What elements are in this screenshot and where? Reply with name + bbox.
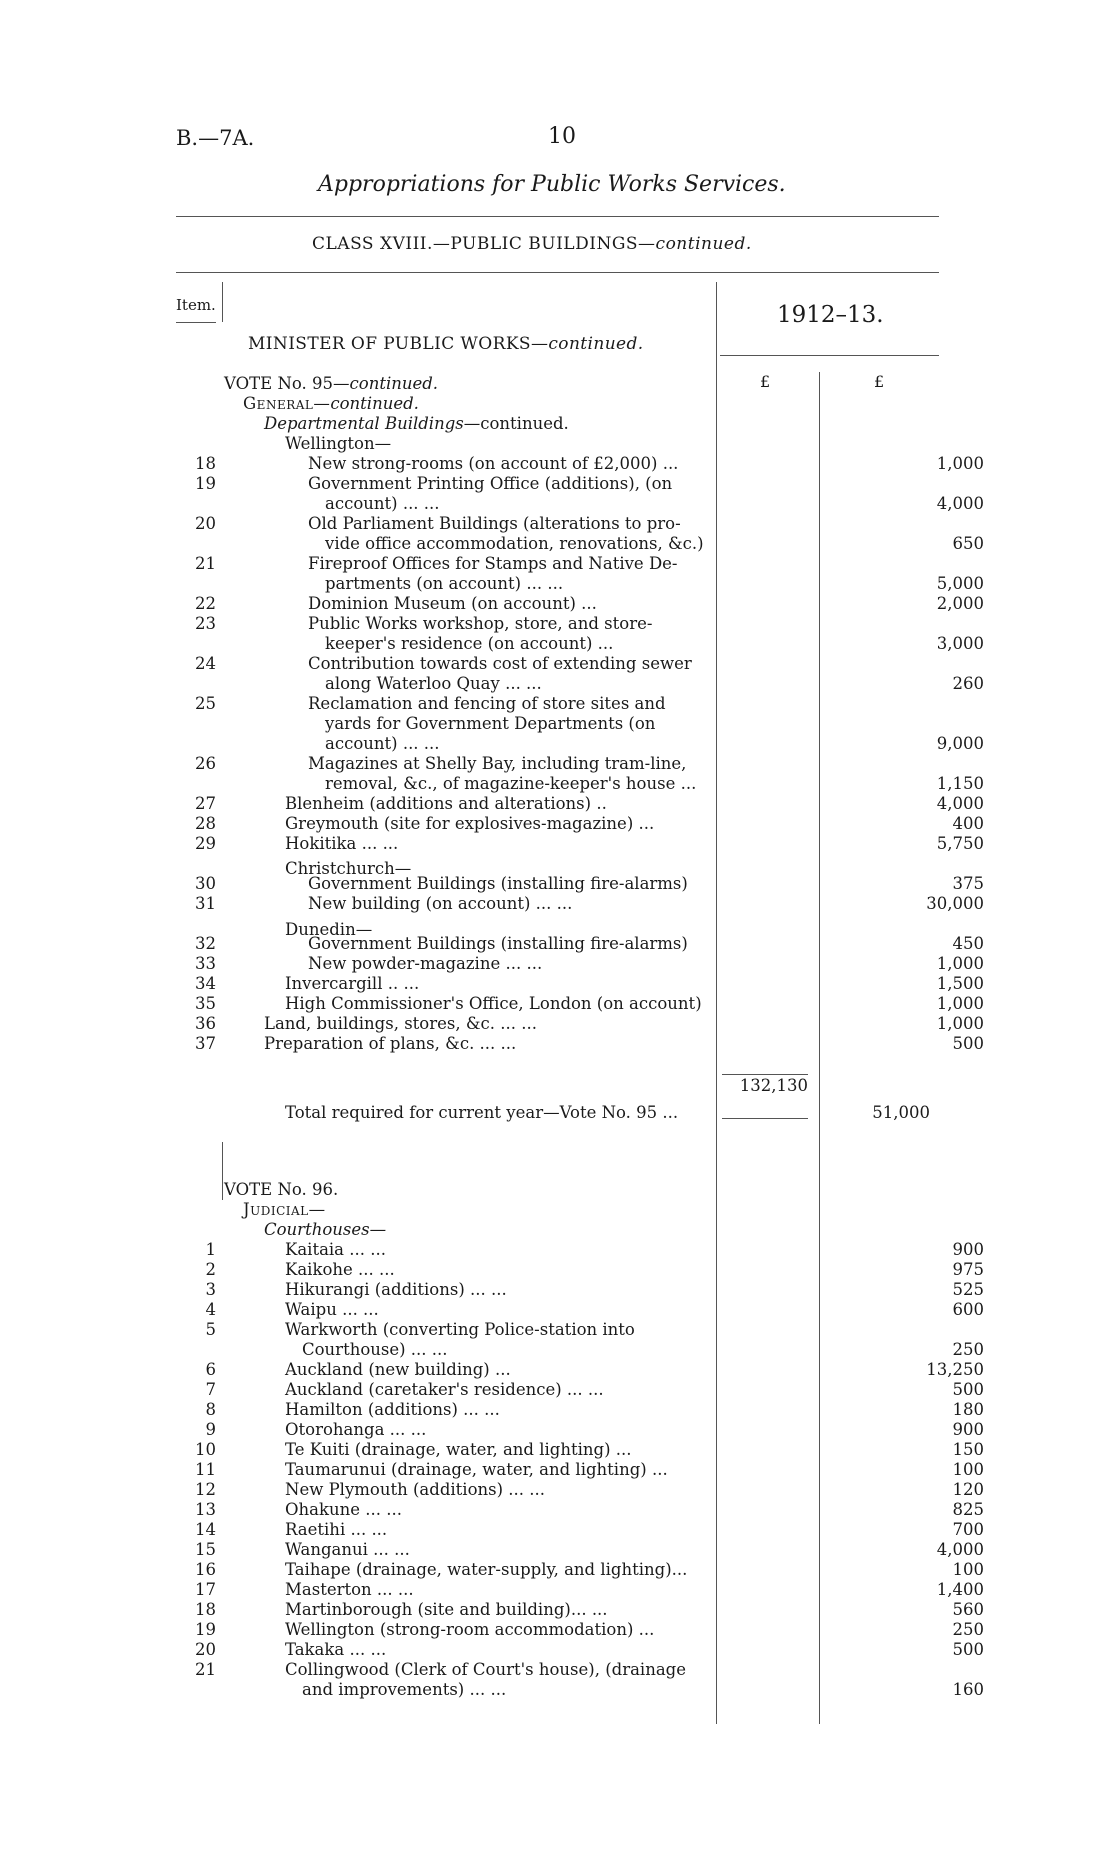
christchurch-heading: Christchurch— bbox=[285, 859, 412, 878]
class-rule bbox=[176, 272, 939, 273]
item-description: New Plymouth (additions) ... ... bbox=[285, 1480, 545, 1499]
item-description: Wanganui ... ... bbox=[285, 1540, 410, 1559]
item-number: 17 bbox=[195, 1580, 216, 1599]
item-amount: 1,000 bbox=[936, 1014, 984, 1033]
item-column-label: Item. bbox=[176, 296, 216, 314]
courthouses-heading-text: Courthouses— bbox=[264, 1220, 387, 1239]
item-description: Blenheim (additions and alterations) .. bbox=[285, 794, 607, 813]
item-amount: 1,000 bbox=[936, 954, 984, 973]
item-description: Warkworth (converting Police-station into bbox=[285, 1320, 635, 1339]
item-amount: 600 bbox=[952, 1300, 984, 1319]
item-amount: 400 bbox=[952, 814, 984, 833]
item-amount: 650 bbox=[952, 534, 984, 553]
item-amount: 1,400 bbox=[936, 1580, 984, 1599]
item-description: Courthouse) ... ... bbox=[302, 1340, 448, 1359]
item-number: 21 bbox=[195, 554, 216, 573]
item-number: 18 bbox=[195, 454, 216, 473]
item-description: Martinborough (site and building)... ... bbox=[285, 1600, 608, 1619]
item-number: 11 bbox=[195, 1460, 216, 1479]
item-number: 31 bbox=[195, 894, 216, 913]
departmental-heading-text: Departmental Buildings— bbox=[264, 414, 481, 433]
item-description: keeper's residence (on account) ... bbox=[325, 634, 614, 653]
departmental-heading-suffix: continued. bbox=[480, 414, 569, 433]
page-number: 10 bbox=[548, 124, 576, 149]
item-description: Government Printing Office (additions), (on bbox=[308, 474, 673, 493]
item-number: 29 bbox=[195, 834, 216, 853]
item-description: Invercargill .. ... bbox=[285, 974, 420, 993]
item-amount: 4,000 bbox=[936, 794, 984, 813]
item-amount: 100 bbox=[952, 1560, 984, 1579]
item-description: Taihape (drainage, water-supply, and lighting)... bbox=[285, 1560, 688, 1579]
item-amount: 1,150 bbox=[936, 774, 984, 793]
vote-95-total: 51,000 bbox=[872, 1103, 930, 1122]
general-heading bbox=[243, 394, 419, 414]
item-description: Preparation of plans, &c. ... ... bbox=[264, 1034, 517, 1053]
item-description: Public Works workshop, store, and store- bbox=[308, 614, 653, 633]
item-amount: 2,000 bbox=[936, 594, 984, 613]
item-description: Hikurangi (additions) ... ... bbox=[285, 1280, 507, 1299]
item-number: 20 bbox=[195, 1640, 216, 1659]
item-number: 25 bbox=[195, 694, 216, 713]
item-description: vide office accommodation, renovations, &c.) bbox=[325, 534, 704, 553]
item-description: High Commissioner's Office, London (on account) bbox=[285, 994, 702, 1013]
item-amount: 900 bbox=[952, 1240, 984, 1259]
item-number: 6 bbox=[205, 1360, 216, 1379]
item-description: Kaikohe ... ... bbox=[285, 1260, 395, 1279]
item-amount: 250 bbox=[952, 1340, 984, 1359]
item-amount: 450 bbox=[952, 934, 984, 953]
item-number: 13 bbox=[195, 1500, 216, 1519]
class-heading bbox=[312, 234, 752, 254]
item-number: 16 bbox=[195, 1560, 216, 1579]
item-column-rule-mid bbox=[222, 1142, 223, 1200]
item-amount: 250 bbox=[952, 1620, 984, 1639]
minister-heading bbox=[248, 334, 644, 354]
total-rule bbox=[722, 1118, 808, 1119]
item-amount: 260 bbox=[952, 674, 984, 693]
judicial-heading-text: Judicial— bbox=[243, 1200, 326, 1219]
item-number: 5 bbox=[205, 1320, 216, 1339]
item-amount: 9,000 bbox=[936, 734, 984, 753]
item-description: Contribution towards cost of extending sewer bbox=[308, 654, 692, 673]
item-description: New building (on account) ... ... bbox=[308, 894, 573, 913]
judicial-heading bbox=[243, 1200, 326, 1220]
item-amount: 1,000 bbox=[936, 994, 984, 1013]
item-number: 34 bbox=[195, 974, 216, 993]
item-description: partments (on account) ... ... bbox=[325, 574, 564, 593]
item-description: Fireproof Offices for Stamps and Native De- bbox=[308, 554, 678, 573]
item-description: Takaka ... ... bbox=[285, 1640, 387, 1659]
item-number: 33 bbox=[195, 954, 216, 973]
item-number: 37 bbox=[195, 1034, 216, 1053]
item-amount: 1,500 bbox=[936, 974, 984, 993]
item-description: Land, buildings, stores, &c. ... ... bbox=[264, 1014, 537, 1033]
item-amount: 375 bbox=[952, 874, 984, 893]
item-description: Hokitika ... ... bbox=[285, 834, 399, 853]
class-heading-suffix: continued. bbox=[655, 234, 752, 254]
vote-95-heading-text: VOTE No. 95— bbox=[224, 374, 350, 393]
item-amount: 160 bbox=[952, 1680, 984, 1699]
currency-symbol-col1: £ bbox=[760, 372, 771, 391]
item-description: Hamilton (additions) ... ... bbox=[285, 1400, 500, 1419]
item-number: 32 bbox=[195, 934, 216, 953]
item-description: account) ... ... bbox=[325, 734, 440, 753]
item-column-rule-top bbox=[222, 282, 223, 322]
item-number: 4 bbox=[205, 1300, 216, 1319]
minister-heading-text: MINISTER OF PUBLIC WORKS— bbox=[248, 334, 549, 354]
item-description: Collingwood (Clerk of Court's house), (drainage bbox=[285, 1660, 686, 1679]
item-amount: 3,000 bbox=[936, 634, 984, 653]
item-amount: 560 bbox=[952, 1600, 984, 1619]
courthouses-heading bbox=[264, 1220, 386, 1240]
item-amount: 500 bbox=[952, 1640, 984, 1659]
item-number: 30 bbox=[195, 874, 216, 893]
item-description: Government Buildings (installing fire-alarms) bbox=[308, 934, 688, 953]
item-number: 3 bbox=[205, 1280, 216, 1299]
item-number: 18 bbox=[195, 1600, 216, 1619]
item-description: Kaitaia ... ... bbox=[285, 1240, 386, 1259]
item-amount: 825 bbox=[952, 1500, 984, 1519]
item-description: Wellington (strong-room accommodation) ... bbox=[285, 1620, 655, 1639]
item-number: 35 bbox=[195, 994, 216, 1013]
item-description: Waipu ... ... bbox=[285, 1300, 379, 1319]
item-description: Ohakune ... ... bbox=[285, 1500, 402, 1519]
item-description: Raetihi ... ... bbox=[285, 1520, 388, 1539]
currency-symbol-col2: £ bbox=[874, 372, 885, 391]
item-amount: 5,000 bbox=[936, 574, 984, 593]
item-amount: 13,250 bbox=[926, 1360, 984, 1379]
vote-95-total-label: Total required for current year—Vote No. 95 ... bbox=[285, 1103, 679, 1122]
item-description: Otorohanga ... ... bbox=[285, 1420, 427, 1439]
item-amount: 4,000 bbox=[936, 494, 984, 513]
vote-95-subtotal: 132,130 bbox=[739, 1076, 808, 1095]
departmental-heading bbox=[264, 414, 569, 434]
item-description: New strong-rooms (on account of £2,000) ... bbox=[308, 454, 679, 473]
item-amount: 500 bbox=[952, 1380, 984, 1399]
vote-95-heading bbox=[224, 374, 438, 394]
item-label-rule bbox=[176, 322, 216, 323]
item-description: Auckland (new building) ... bbox=[285, 1360, 511, 1379]
item-description: Taumarunui (drainage, water, and lighting) ... bbox=[285, 1460, 668, 1479]
page-title: Appropriations for Public Works Services. bbox=[318, 172, 786, 197]
item-number: 9 bbox=[205, 1420, 216, 1439]
item-number: 8 bbox=[205, 1400, 216, 1419]
item-number: 24 bbox=[195, 654, 216, 673]
item-number: 12 bbox=[195, 1480, 216, 1499]
dunedin-heading: Dunedin— bbox=[285, 920, 373, 939]
item-description: New powder-magazine ... ... bbox=[308, 954, 543, 973]
item-amount: 120 bbox=[952, 1480, 984, 1499]
item-number: 27 bbox=[195, 794, 216, 813]
item-amount: 900 bbox=[952, 1420, 984, 1439]
class-heading-text: CLASS XVIII.—PUBLIC BUILDINGS— bbox=[312, 234, 656, 254]
item-number: 7 bbox=[205, 1380, 216, 1399]
vote-95-heading-suffix: continued. bbox=[349, 374, 439, 393]
wellington-heading: Wellington— bbox=[285, 434, 392, 453]
general-heading-suffix: continued. bbox=[330, 394, 419, 413]
header-rule bbox=[176, 216, 939, 217]
item-description: along Waterloo Quay ... ... bbox=[325, 674, 542, 693]
item-number: 19 bbox=[195, 1620, 216, 1639]
item-amount: 180 bbox=[952, 1400, 984, 1419]
item-description: Government Buildings (installing fire-alarms) bbox=[308, 874, 688, 893]
item-amount: 5,750 bbox=[936, 834, 984, 853]
item-amount: 700 bbox=[952, 1520, 984, 1539]
item-amount: 500 bbox=[952, 1034, 984, 1053]
item-amount: 100 bbox=[952, 1460, 984, 1479]
item-number: 20 bbox=[195, 514, 216, 533]
item-number: 23 bbox=[195, 614, 216, 633]
item-description: Greymouth (site for explosives-magazine) ... bbox=[285, 814, 655, 833]
item-description: yards for Government Departments (on bbox=[325, 714, 656, 733]
item-number: 22 bbox=[195, 594, 216, 613]
item-description: Old Parliament Buildings (alterations to pro- bbox=[308, 514, 681, 533]
item-amount: 1,000 bbox=[936, 454, 984, 473]
item-number: 26 bbox=[195, 754, 216, 773]
item-description: Auckland (caretaker's residence) ... ... bbox=[285, 1380, 604, 1399]
item-amount: 150 bbox=[952, 1440, 984, 1459]
item-description: account) ... ... bbox=[325, 494, 440, 513]
item-description: removal, &c., of magazine-keeper's house ... bbox=[325, 774, 697, 793]
item-amount: 525 bbox=[952, 1280, 984, 1299]
subtotal-rule bbox=[722, 1074, 808, 1075]
year-rule bbox=[720, 355, 939, 356]
item-description: Te Kuiti (drainage, water, and lighting) ... bbox=[285, 1440, 632, 1459]
minister-heading-suffix: continued. bbox=[548, 334, 644, 354]
item-number: 2 bbox=[205, 1260, 216, 1279]
item-number: 19 bbox=[195, 474, 216, 493]
general-heading-text: General— bbox=[243, 394, 331, 413]
item-amount: 975 bbox=[952, 1260, 984, 1279]
item-description: Magazines at Shelly Bay, including tram-line, bbox=[308, 754, 687, 773]
item-number: 36 bbox=[195, 1014, 216, 1033]
item-amount: 4,000 bbox=[936, 1540, 984, 1559]
item-description: Dominion Museum (on account) ... bbox=[308, 594, 597, 613]
item-number: 28 bbox=[195, 814, 216, 833]
item-number: 14 bbox=[195, 1520, 216, 1539]
item-number: 21 bbox=[195, 1660, 216, 1679]
item-number: 1 bbox=[205, 1240, 216, 1259]
item-number: 15 bbox=[195, 1540, 216, 1559]
item-amount: 30,000 bbox=[926, 894, 984, 913]
item-description: Masterton ... ... bbox=[285, 1580, 414, 1599]
item-description: Reclamation and fencing of store sites and bbox=[308, 694, 666, 713]
year-heading: 1912–13. bbox=[777, 302, 884, 328]
item-description: and improvements) ... ... bbox=[302, 1680, 507, 1699]
item-number: 10 bbox=[195, 1440, 216, 1459]
page-reference: B.—7A. bbox=[176, 126, 255, 150]
vote-96-heading: VOTE No. 96. bbox=[224, 1180, 339, 1199]
